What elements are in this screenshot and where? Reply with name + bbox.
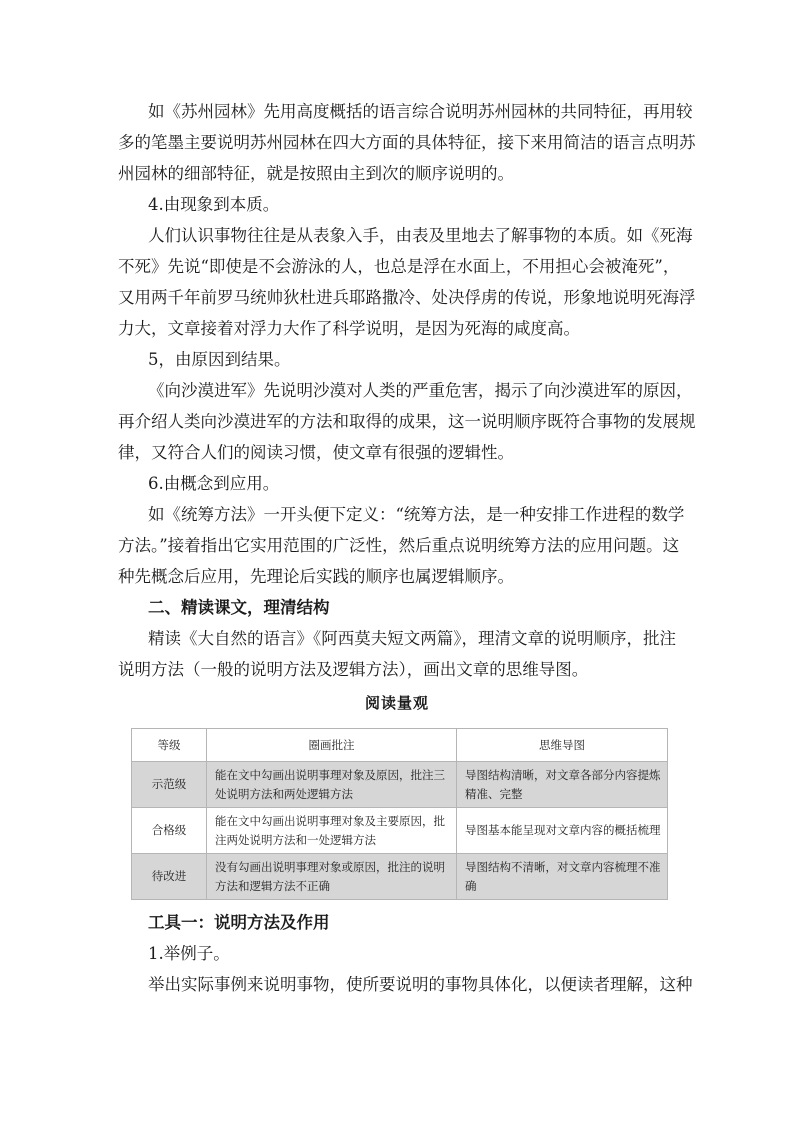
text-line: 精读《大自然的语言》《阿西莫夫短文两篇》，理清文章的说明顺序，批注	[148, 629, 676, 648]
annotate-cell: 能在文中勾画出说明事理对象及原因，批注三处说明方法和两处逻辑方法	[207, 762, 457, 808]
rubric-table	[131, 728, 668, 900]
subheading-4	[118, 189, 684, 220]
text-line: 举出实际事例来说明事物，使所要说明的事物具体化，以便读者理解，这种	[148, 975, 693, 994]
column-header: 圈画批注	[207, 729, 457, 762]
subheading-6	[118, 468, 684, 499]
tool-heading-text: 工具一：说明方法及作用	[148, 913, 330, 932]
text-line: 人们认识事物往往是从表象入手，由表及里地去了解事物的本质。如《死海	[148, 226, 693, 245]
column-header: 等级	[132, 729, 207, 762]
text-line: 种先概念后应用，先理论后实践的顺序也属逻辑顺序。	[118, 567, 514, 586]
table-header-row	[132, 729, 668, 762]
mindmap-cell: 导图基本能呈现对文章内容的概括梳理	[457, 808, 668, 854]
subheading-5	[118, 344, 684, 375]
tool-item-text: 1.举例子。	[148, 944, 230, 963]
section-heading-text: 二、精读课文，理清结构	[148, 598, 330, 617]
text-line: 又用两千年前罗马统帅狄杜进兵耶路撒冷、处决俘虏的传说，形象地说明死海浮	[118, 288, 696, 307]
paragraph-overall-planning	[118, 499, 684, 592]
table-row	[132, 854, 668, 900]
subheading-text: 6.由概念到应用。	[148, 474, 280, 493]
text-line: 如《苏州园林》先用高度概括的语言综合说明苏州园林的共同特征，再用较	[148, 102, 693, 121]
mindmap-cell: 导图结构清晰，对文章各部分内容提炼精准、完整	[457, 762, 668, 808]
paragraph-dead-sea	[118, 220, 696, 344]
rubric-caption: 阅读量观	[364, 694, 429, 712]
subheading-text: 4.由现象到本质。	[148, 195, 280, 214]
column-header: 思维导图	[457, 729, 668, 762]
paragraph-desert	[118, 375, 696, 468]
text-line: 再介绍人类向沙漠进军的方法和取得的成果，这一说明顺序既符合事物的发展规	[118, 412, 696, 431]
text-line: 方法。”接着指出它实用范围的广泛性，然后重点说明统筹方法的应用问题。这	[118, 536, 680, 555]
section-heading-2	[118, 592, 684, 623]
text-line: 州园林的细部特征，就是按照由主到次的顺序说明的。	[118, 164, 514, 183]
text-line: 如《统筹方法》一开头便下定义：“统筹方法，是一种安排工作进程的数学	[148, 505, 685, 524]
text-line: 多的笔墨主要说明苏州园林在四大方面的具体特征，接下来用简洁的语言点明苏	[118, 133, 696, 152]
text-line: 说明方法（一般的说明方法及逻辑方法），画出文章的思维导图。	[118, 660, 589, 679]
paragraph-examples	[118, 969, 693, 1000]
level-cell: 示范级	[132, 762, 207, 808]
text-line: 不死》先说“即使是不会游泳的人，也总是浮在水面上，不用担心会被淹死”，	[118, 257, 680, 276]
table-row	[132, 762, 668, 808]
paragraph-suzhou-gardens	[118, 96, 696, 189]
annotate-cell: 能在文中勾画出说明事理对象及主要原因，批注两处说明方法和一处逻辑方法	[207, 808, 457, 854]
level-cell: 合格级	[132, 808, 207, 854]
text-line: 力大，文章接着对浮力大作了科学说明，是因为死海的咸度高。	[118, 319, 580, 338]
text-line: 律，又符合人们的阅读习惯，使文章有很强的逻辑性。	[118, 443, 514, 462]
table-row	[132, 808, 668, 854]
text-line: 《向沙漠进军》先说明沙漠对人类的严重危害，揭示了向沙漠进军的原因，	[148, 381, 693, 400]
tool-item-1	[118, 938, 684, 969]
paragraph-close-reading	[118, 623, 684, 685]
level-cell: 待改进	[132, 854, 207, 900]
subheading-text: 5，由原因到结果。	[148, 350, 291, 369]
annotate-cell: 没有勾画出说明事理对象或原因，批注的说明方法和逻辑方法不正确	[207, 854, 457, 900]
tool-heading	[118, 907, 684, 938]
mindmap-cell: 导图结构不清晰，对文章内容梳理不准确	[457, 854, 668, 900]
